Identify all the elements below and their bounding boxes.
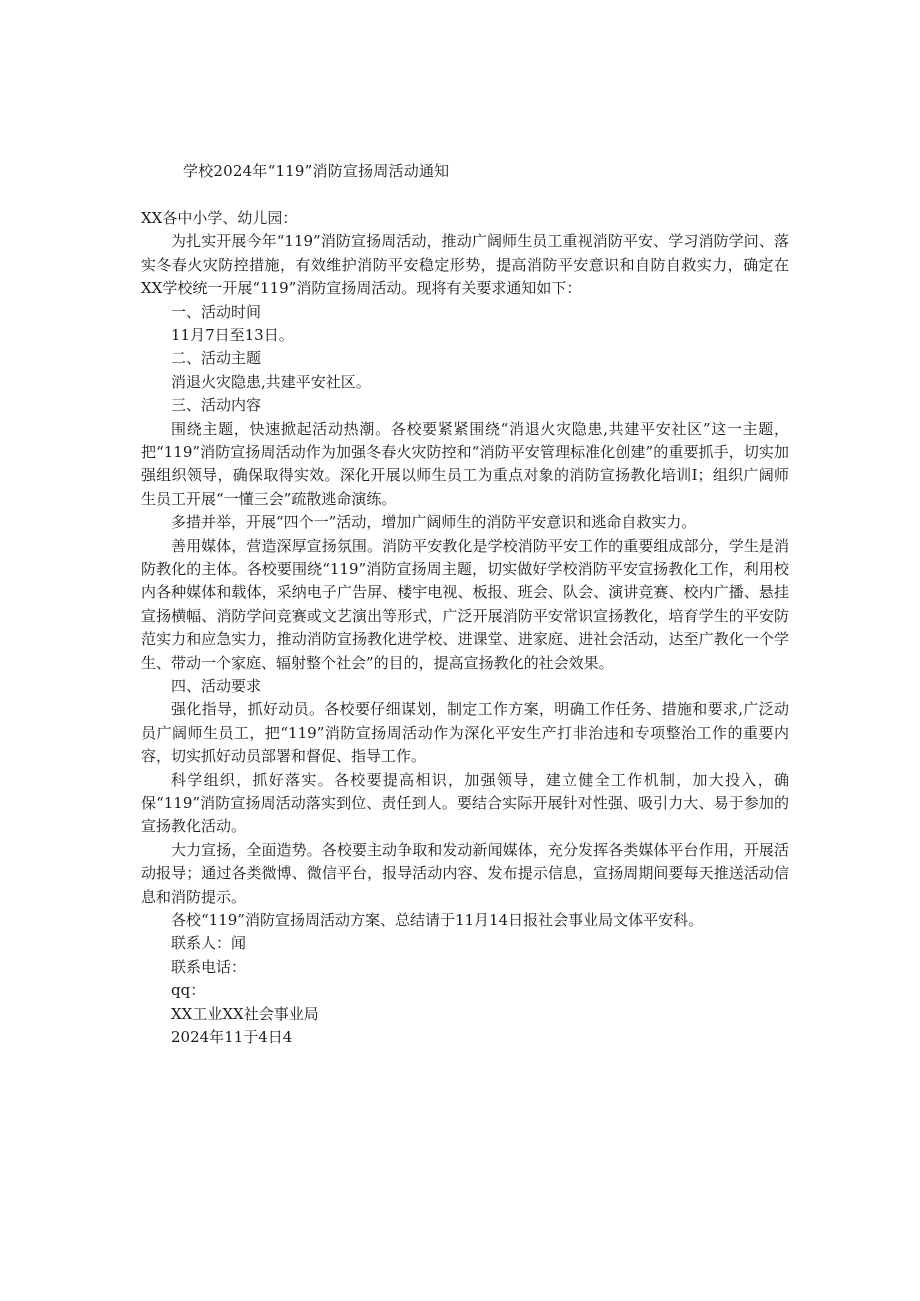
intro-paragraph: 为扎实开展今年“119”消防宣扬周活动，推动广阔师生员工重视消防平安、学习消防学问、落实冬春火灾防控措施，有效维护消防平安稳定形势，提高消防平安意识和自防自救实力，确定在XX学校统一开展“119”消防宣扬周活动。现将有关要求通知如下： xyxy=(141,232,789,298)
section-body-theme: 消退火灾隐患,共建平安社区。 xyxy=(171,372,371,391)
requirement-paragraph: 科学组织，抓好落实。各校要提高相识，加强领导，建立健全工作机制，加大投入，确保“119”消防宣扬周活动落实到位、责任到人。要结合实际开展针对性强、吸引力大、易于参加的宣扬教化活动。 xyxy=(141,770,789,836)
document-title: 学校2024年“119”消防宣扬周活动通知 xyxy=(183,162,450,180)
content-paragraph: 善用媒体，营造深厚宣扬氛围。消防平安教化是学校消防平安工作的重要组成部分，学生是消防教化的主体。各校要围绕“119”消防宣扬周主题，切实做好学校消防平安宣扬教化工作，利用校内各种媒体和载体，采纳电子广告屏、楼宇电视、板报、班会、队会、演讲竞赛、校内广播、悬挂宣扬横幅、消防学问竞赛或文艺演出等形式，广泛开展消防平安常识宣扬教化，培育学生的平安防范实力和应急实力，推动消防宣扬教化进学校、进课堂、进家庭、进社会活动，达至广教化一个学生、带动一个家庭、辐射整个社会”的目的，提高宣扬教化的社会效果。 xyxy=(141,536,789,672)
section-heading-content: 三、活动内容 xyxy=(171,396,262,415)
section-heading-requirements: 四、活动要求 xyxy=(171,677,262,696)
content-paragraph: 多措并举，开展“四个一”活动，增加广阔师生的消防平安意识和逃命自救实力。 xyxy=(171,513,697,532)
section-heading-time: 一、活动时间 xyxy=(171,302,262,321)
section-body-time: 11月7日至13日。 xyxy=(171,326,294,344)
issuer: XX工业XX社会事业局 xyxy=(171,1004,319,1023)
issue-date: 2024年11于4日4 xyxy=(171,1028,293,1047)
section-heading-theme: 二、活动主题 xyxy=(171,349,262,368)
requirement-paragraph: 大力宣扬，全面造势。各校要主动争取和发动新闻媒体，充分发挥各类媒体平台作用，开展活动报导；通过各类微博、微信平台，报导活动内容、发布提示信息，宣扬周期间要每天推送活动信息和消防提示。 xyxy=(141,840,789,906)
contact-qq: qq： xyxy=(171,981,206,1000)
submission-note: 各校“119”消防宣扬周活动方案、总结请于11月14日报社会事业局文体平安科。 xyxy=(171,911,704,930)
requirement-paragraph: 强化指导，抓好动员。各校要仔细谋划，制定工作方案，明确工作任务、措施和要求,广泛动员广阔师生员工，把“119”消防宣扬周活动作为深化平安生产打非治违和专项整治工作的重要内容，切实抓好动员部署和督促、指导工作。 xyxy=(141,700,789,766)
contact-phone: 联系电话： xyxy=(171,957,247,976)
contact-person: 联系人：闻 xyxy=(171,934,247,953)
document-body xyxy=(141,207,789,1049)
content-paragraph: 围绕主题，快速掀起活动热潮。各校要紧紧围绕“消退火灾隐患,共建平安社区”这一主题，把“119”消防宣扬周活动作为加强冬春火灾防控和“消防平安管理标准化创建”的重要抓手，切实加强组织领导，确保取得实效。深化开展以师生员工为重点对象的消防宣扬教化培训I；组织广阔师生员工开展“一懂三会”疏散逃命演练。 xyxy=(141,419,789,508)
salutation: XX各中小学、幼儿园： xyxy=(141,209,298,227)
